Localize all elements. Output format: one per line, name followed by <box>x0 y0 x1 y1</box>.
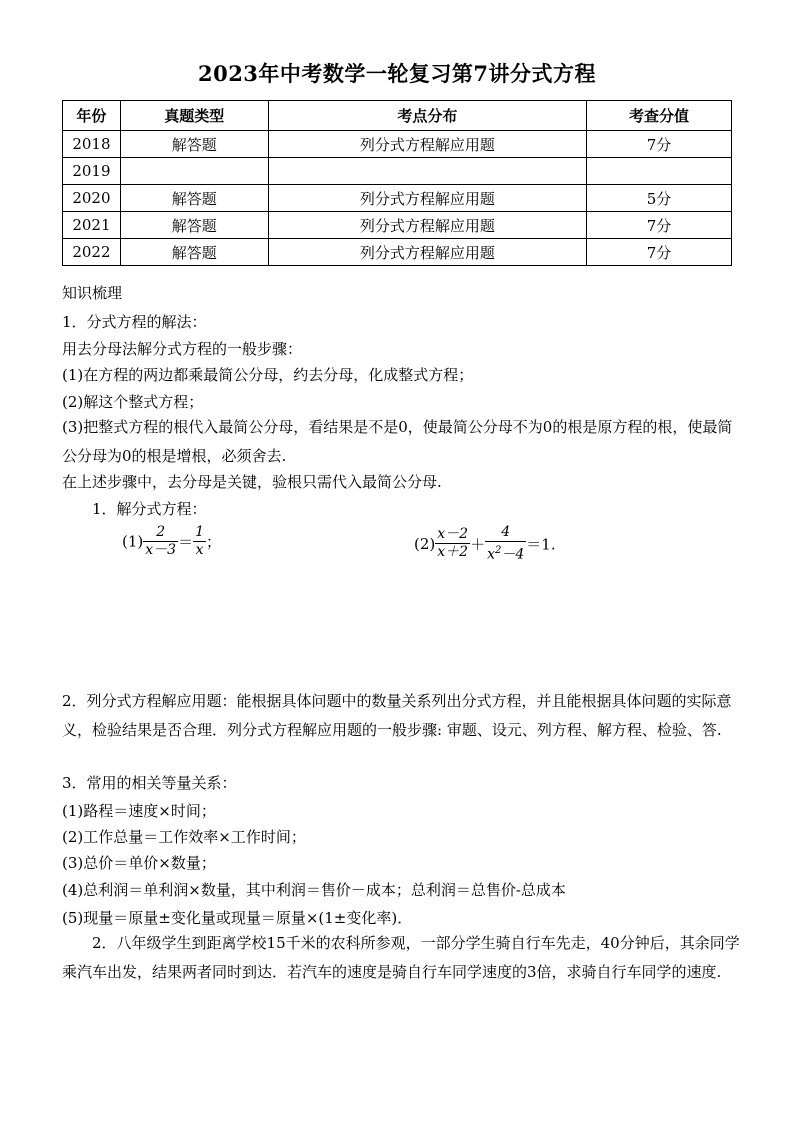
header-score: 考查分值 <box>587 101 732 131</box>
point-1-heading: 1．分式方程的解法： <box>62 313 207 331</box>
equation-1 <box>122 524 221 559</box>
relation-3: (3)总价＝单价×数量； <box>62 854 216 872</box>
denominator: x＋2 <box>437 544 469 561</box>
header-question-type: 真题类型 <box>120 101 268 131</box>
header-year: 年份 <box>63 101 121 131</box>
denominator-tail: －4 <box>501 546 525 563</box>
point-1-step-3: (3)把整式方程的根代入最简公分母，看结果是不是0，使最简公分母不为0的根是原方程的根，使最简公分母为0的根是增根，必须舍去. <box>62 418 733 465</box>
cell-type: 解答题 <box>120 212 268 239</box>
point-1-intro: 用去分母法解分式方程的一般步骤： <box>62 340 303 358</box>
page-title: 2023年中考数学一轮复习第7讲分式方程 <box>197 61 597 86</box>
equals-sign: ＝ <box>178 533 194 551</box>
cell-score: 7分 <box>587 131 732 158</box>
numerator: 1 <box>195 524 204 540</box>
relation-2: (2)工作总量＝工作效率×工作时间； <box>62 828 306 846</box>
cell-year: 2022 <box>63 239 121 266</box>
cell-topic: 列分式方程解应用题 <box>268 239 586 266</box>
equation-2-term-1-fraction <box>435 526 470 561</box>
numerator: x－2 <box>437 526 469 543</box>
exercise-2-problem: 2．八年级学生到距离学校15千米的农科所参观，一部分学生骑自行车先走，40分钟后，其余同学乘汽车出发，结果两者同时到达．若汽车的速度是骑自行车同学速度的3倍，求骑自行车同学的速度. <box>62 934 740 981</box>
cell-score: 5分 <box>587 185 732 212</box>
equation-2-label: (2) <box>414 534 436 553</box>
cell-year: 2020 <box>63 185 121 212</box>
table-row <box>63 158 732 185</box>
cell-year: 2021 <box>63 212 121 239</box>
point-1-note: 在上述步骤中，去分母是关键，验根只需代入最简公分母. <box>62 473 442 491</box>
cell-type: 解答题 <box>120 185 268 212</box>
cell-score: 7分 <box>587 239 732 266</box>
point-3-heading: 3．常用的相关等量关系： <box>62 774 237 792</box>
table-header-row <box>63 101 732 131</box>
denominator-base: x <box>487 546 495 563</box>
table-row <box>63 185 732 212</box>
table-row <box>63 212 732 239</box>
table-row <box>63 239 732 266</box>
equation-1-rhs-fraction <box>193 524 206 559</box>
denominator: x <box>195 542 204 558</box>
numerator: 2 <box>143 524 178 542</box>
cell-topic: 列分式方程解应用题 <box>268 131 586 158</box>
equation-1-end: ； <box>206 533 222 551</box>
point-1-step-1: (1)在方程的两边都乘最简公分母，约去分母，化成整式方程； <box>62 366 474 384</box>
plus-sign: ＋ <box>470 535 486 554</box>
equation-1-lhs-fraction <box>143 524 178 559</box>
exam-distribution-table <box>62 100 732 266</box>
section-heading: 知识梳理 <box>62 284 123 302</box>
equation-2 <box>414 524 556 564</box>
cell-score <box>587 158 732 185</box>
exponent: 2 <box>494 545 502 556</box>
table-row <box>63 131 732 158</box>
cell-score: 7分 <box>587 212 732 239</box>
header-topic: 考点分布 <box>268 101 586 131</box>
point-1-step-2: (2)解这个整式方程； <box>62 393 204 411</box>
exercise-1-prompt: 1．解分式方程： <box>92 500 207 518</box>
cell-type <box>120 158 268 185</box>
cell-year: 2019 <box>63 158 121 185</box>
cell-type: 解答题 <box>120 131 268 158</box>
denominator: x－3 <box>145 542 177 558</box>
equation-1-label: (1) <box>122 532 144 551</box>
cell-topic <box>268 158 586 185</box>
cell-type: 解答题 <box>120 239 268 266</box>
denominator <box>485 542 526 564</box>
equation-2-rhs: ＝1. <box>526 535 556 554</box>
numerator: 4 <box>485 524 526 542</box>
cell-topic: 列分式方程解应用题 <box>268 212 586 239</box>
cell-topic: 列分式方程解应用题 <box>268 185 586 212</box>
relation-5: (5)现量＝原量±变化量或现量＝原量×(1±变化率)． <box>62 909 413 927</box>
relation-1: (1)路程＝速度×时间； <box>62 802 216 820</box>
equation-2-term-2-fraction <box>485 524 526 564</box>
relation-4: (4)总利润＝单利润×数量，其中利润＝售价－成本；总利润＝总售价-总成本 <box>62 881 566 899</box>
cell-year: 2018 <box>63 131 121 158</box>
point-2-paragraph: 2．列分式方程解应用题：能根据具体问题中的数量关系列出分式方程，并且能根据具体问题的实际意义，检验结果是否合理．列分式方程解应用题的一般步骤: 审题、设元、列方程、解方程、检验、答. <box>62 692 732 739</box>
